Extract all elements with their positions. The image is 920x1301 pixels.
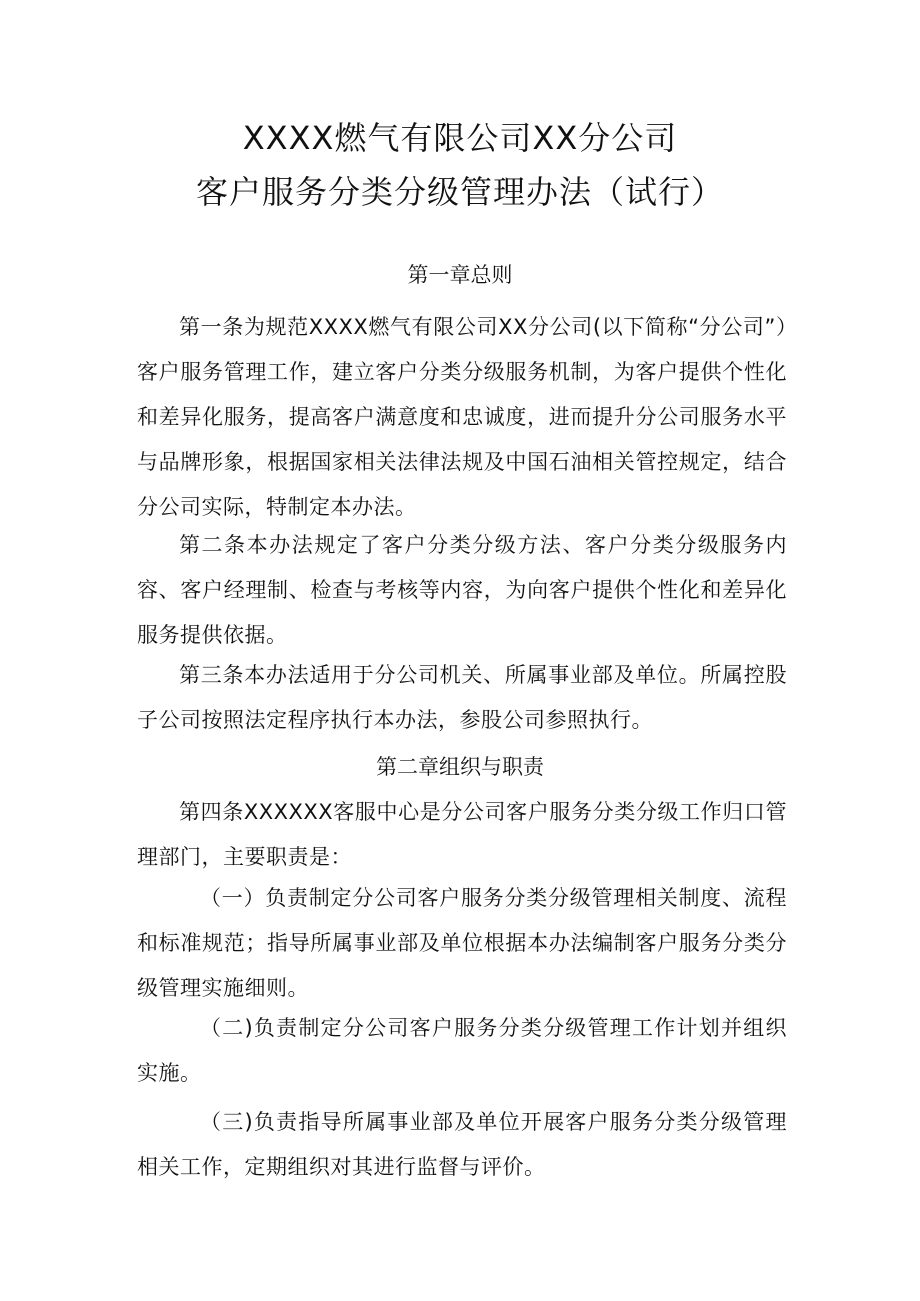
duty-item-1: （一）负责制定分公司客户服务分类分级管理相关制度、流程和标准规范；指导所属事业部及单位根据本办法编制客户服务分类分级管理实施细则。 <box>137 886 787 1000</box>
article-3: 第三条本办法适用于分公司机关、所属事业部及单位。所属控股子公司按照法定程序执行本办法，参股公司参照执行。 <box>137 663 787 732</box>
document-title-line2: 客户服务分类分级管理办法（试行） <box>195 173 724 211</box>
article-2: 第二条本办法规定了客户分类分级方法、客户分类分级服务内容、客户经理制、检查与考核等内容，为向客户提供个性化和差异化服务提供依据。 <box>137 533 787 647</box>
chapter-1-heading: 第一章总则 <box>407 263 513 287</box>
article-1: 第一条为规范XXXX燃气有限公司XX分公司(以下简称“分公司”）客户服务管理工作，建立客户分类分级服务机制，为客户提供个性化和差异化服务，提高客户满意度和忠诚度，进而提升分公司服务水平与品牌形象，根据国家相关法律法规及中国石油相关管控规定，结合分公司实际，特制定本办法。 <box>137 315 787 519</box>
document-title-line1: XXXX燃气有限公司XX分公司 <box>242 119 678 157</box>
article-4: 第四条XXXXXX客服中心是分公司客户服务分类分级工作归口管理部门，主要职责是： <box>137 800 787 869</box>
duty-item-3: （三)负责指导所属事业部及单位开展客户服务分类分级管理相关工作，定期组织对其进行监督与评价。 <box>137 1110 787 1179</box>
chapter-2-heading: 第二章组织与职责 <box>376 755 544 779</box>
duty-item-2: （二)负责制定分公司客户服务分类分级管理工作计划并组织实施。 <box>137 1016 787 1085</box>
